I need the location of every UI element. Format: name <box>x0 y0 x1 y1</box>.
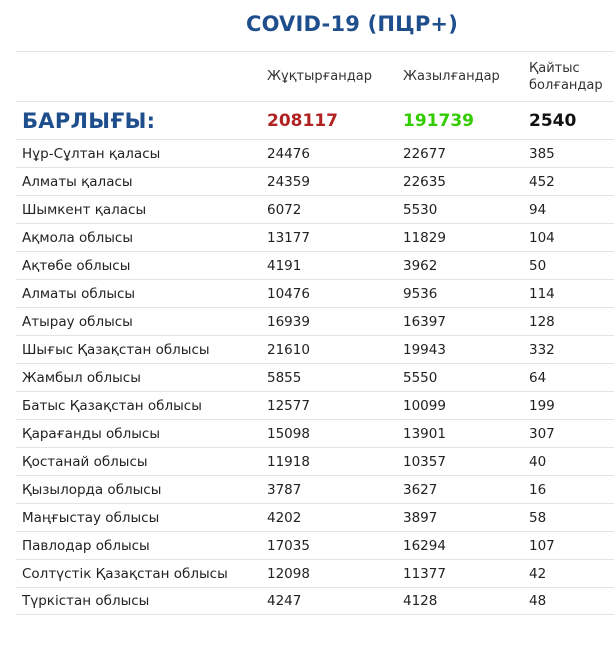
table-row <box>16 559 614 587</box>
deaths-cell: 50 <box>529 257 547 274</box>
infected-cell: 24476 <box>267 145 310 162</box>
deaths-cell: 307 <box>529 425 555 442</box>
deaths-column-header: Қайтыс болғандар <box>529 60 603 93</box>
deaths-cell: 452 <box>529 173 555 190</box>
infected-cell: 21610 <box>267 341 310 358</box>
recovered-cell: 9536 <box>403 285 438 302</box>
recovered-cell: 3962 <box>403 257 438 274</box>
infected-cell: 4247 <box>267 593 302 609</box>
table-row <box>16 503 614 531</box>
covid-stats-table <box>16 51 614 615</box>
table-row <box>16 335 614 363</box>
page-title: COVID-19 (ПЦР+) <box>245 12 459 36</box>
table-row <box>16 139 614 167</box>
recovered-cell: 3627 <box>403 481 438 498</box>
deaths-cell: 114 <box>529 285 555 302</box>
region-cell: Шымкент қаласы <box>22 201 147 218</box>
region-cell: Солтүстік Қазақстан облысы <box>22 565 228 582</box>
recovered-cell: 13901 <box>403 425 446 442</box>
table-row <box>16 251 614 279</box>
recovered-cell: 3897 <box>403 509 438 526</box>
infected-cell: 4202 <box>267 509 302 526</box>
deaths-cell: 385 <box>529 145 555 162</box>
infected-cell: 10476 <box>267 285 310 302</box>
deaths-cell: 58 <box>529 509 547 526</box>
table-row <box>16 307 614 335</box>
total-infected: 208117 <box>267 110 338 131</box>
region-cell: Жамбыл облысы <box>22 369 141 386</box>
region-cell: Ақтөбе облысы <box>22 257 131 274</box>
table-row <box>16 223 614 251</box>
total-row <box>16 101 614 139</box>
deaths-cell: 48 <box>529 593 547 609</box>
region-cell: Алматы қаласы <box>22 173 133 190</box>
region-cell: Қызылорда облысы <box>22 481 162 498</box>
deaths-cell: 107 <box>529 537 555 554</box>
table-row <box>16 419 614 447</box>
table-row <box>16 167 614 195</box>
infected-cell: 12577 <box>267 397 310 414</box>
region-cell: Нұр-Сұлтан қаласы <box>22 145 161 162</box>
table-row <box>16 447 614 475</box>
recovered-cell: 11377 <box>403 565 446 582</box>
recovered-cell: 4128 <box>403 593 438 609</box>
deaths-cell: 40 <box>529 453 547 470</box>
infected-cell: 12098 <box>267 565 310 582</box>
infected-cell: 6072 <box>267 201 302 218</box>
infected-cell: 15098 <box>267 425 310 442</box>
deaths-cell: 64 <box>529 369 547 386</box>
deaths-cell: 94 <box>529 201 547 218</box>
deaths-cell: 16 <box>529 481 547 498</box>
recovered-column-header: Жазылғандар <box>403 69 500 84</box>
recovered-cell: 10099 <box>403 397 446 414</box>
infected-cell: 4191 <box>267 257 302 274</box>
table-row <box>16 475 614 503</box>
table-row <box>16 279 614 307</box>
table-row <box>16 531 614 559</box>
recovered-cell: 22677 <box>403 145 446 162</box>
infected-cell: 11918 <box>267 453 310 470</box>
deaths-cell: 332 <box>529 341 555 358</box>
table-row <box>16 195 614 223</box>
infected-cell: 3787 <box>267 481 302 498</box>
region-cell: Батыс Қазақстан облысы <box>22 397 202 414</box>
recovered-cell: 22635 <box>403 173 446 190</box>
deaths-cell: 128 <box>529 313 555 330</box>
total-label: БАРЛЫҒЫ: <box>22 108 156 133</box>
region-cell: Атырау облысы <box>22 313 133 330</box>
infected-cell: 24359 <box>267 173 310 190</box>
table-row <box>16 391 614 419</box>
region-cell: Павлодар облысы <box>22 537 150 554</box>
region-column-header <box>22 52 262 101</box>
region-cell: Түркістан облысы <box>22 593 150 609</box>
region-cell: Маңғыстау облысы <box>22 509 160 526</box>
table-row <box>16 363 614 391</box>
recovered-cell: 11829 <box>403 229 446 246</box>
region-cell: Қарағанды облысы <box>22 425 161 442</box>
recovered-cell: 16294 <box>403 537 446 554</box>
recovered-cell: 5550 <box>403 369 438 386</box>
recovered-cell: 10357 <box>403 453 446 470</box>
region-cell: Шығыс Қазақстан облысы <box>22 341 210 358</box>
recovered-cell: 5530 <box>403 201 438 218</box>
infected-cell: 16939 <box>267 313 310 330</box>
recovered-cell: 19943 <box>403 341 446 358</box>
infected-cell: 5855 <box>267 369 302 386</box>
table-header-row <box>16 51 614 101</box>
total-deaths: 2540 <box>529 110 577 131</box>
deaths-cell: 42 <box>529 565 547 582</box>
infected-cell: 17035 <box>267 537 310 554</box>
region-cell: Ақмола облысы <box>22 229 133 246</box>
total-recovered: 191739 <box>403 110 474 131</box>
table-row <box>16 587 614 615</box>
deaths-cell: 104 <box>529 229 555 246</box>
infected-column-header: Жұқтырғандар <box>267 69 372 84</box>
deaths-cell: 199 <box>529 397 555 414</box>
recovered-cell: 16397 <box>403 313 446 330</box>
region-cell: Алматы облысы <box>22 285 136 302</box>
region-rows <box>16 139 614 615</box>
region-cell: Қостанай облысы <box>22 453 148 470</box>
infected-cell: 13177 <box>267 229 310 246</box>
